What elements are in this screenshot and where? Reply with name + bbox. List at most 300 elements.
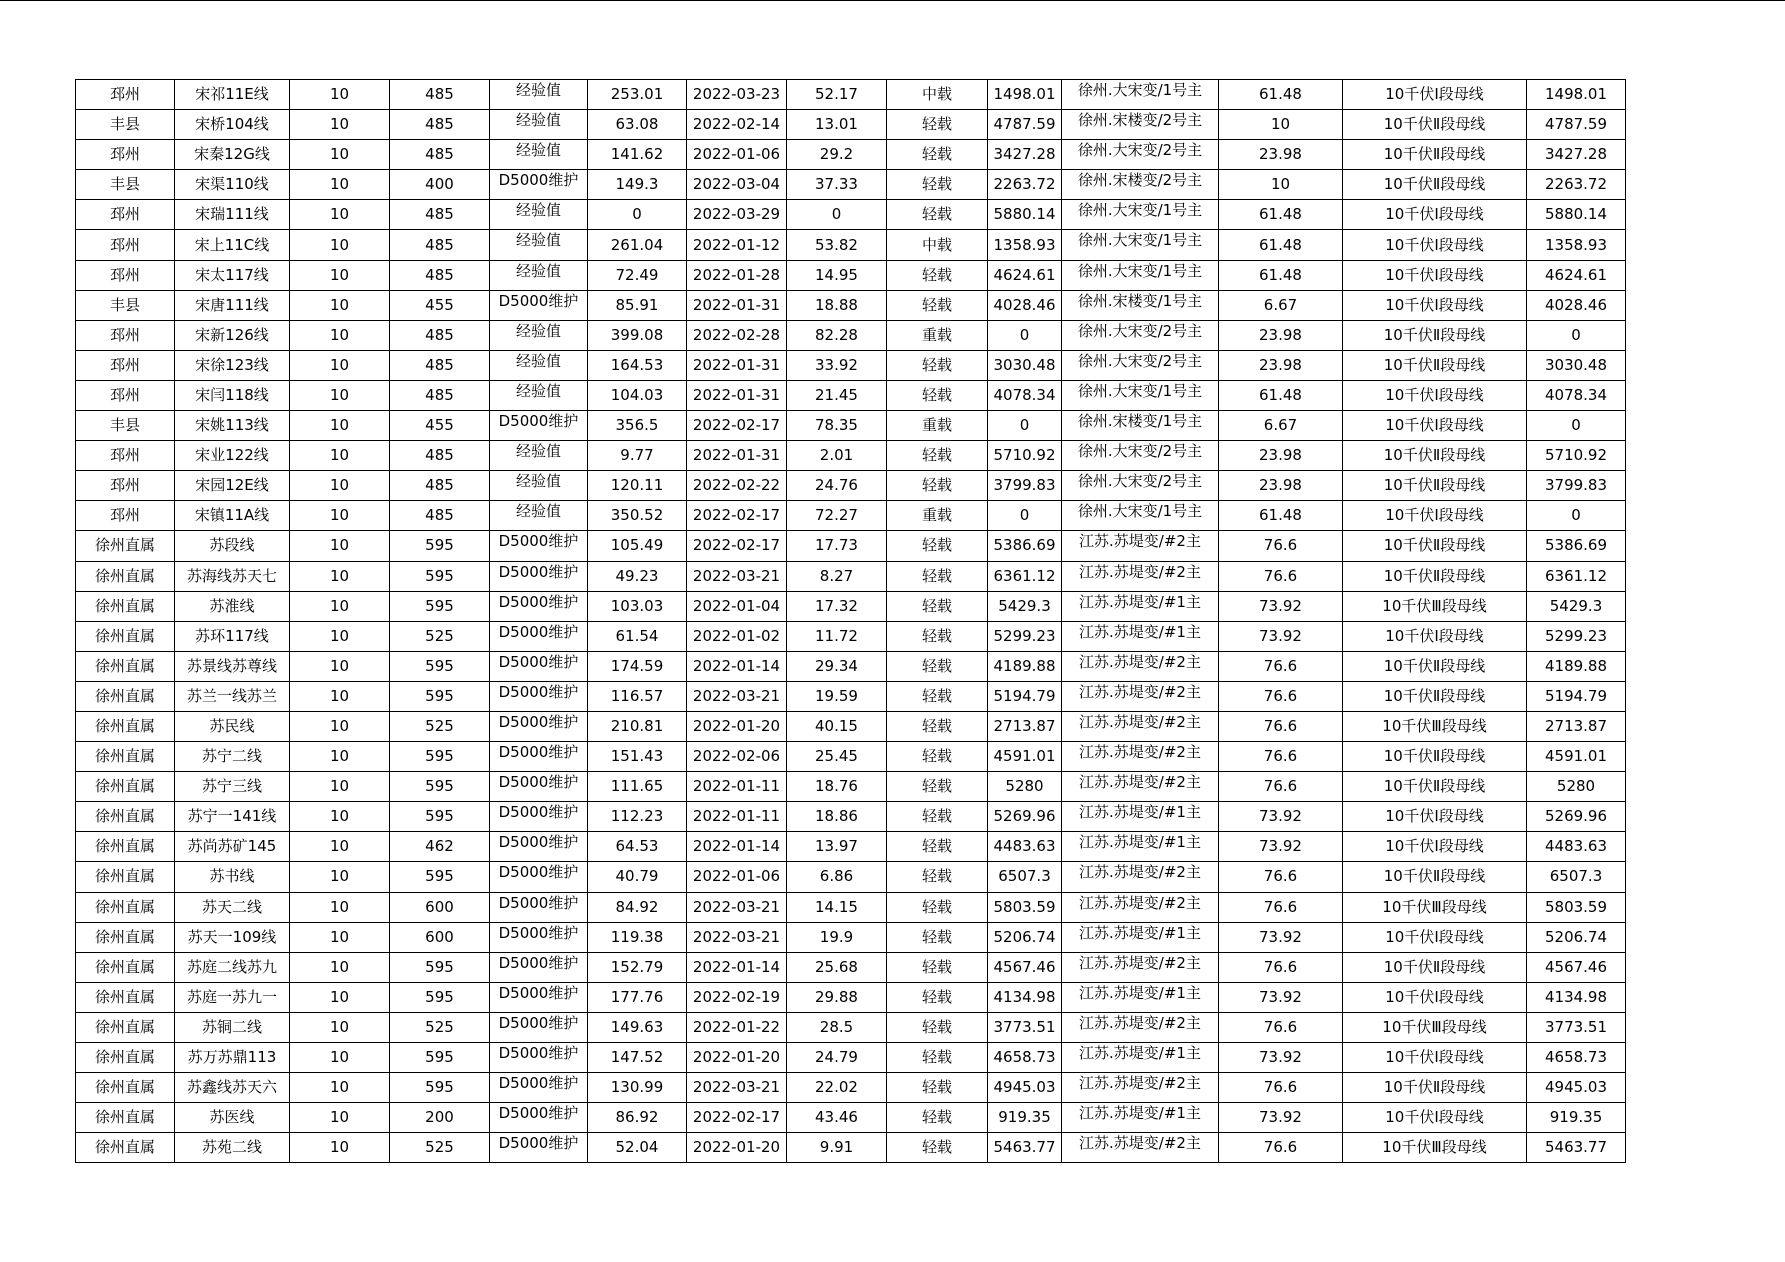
capacity-cell: 1498.01 <box>1527 80 1626 110</box>
current-cell: 9.77 <box>588 441 687 471</box>
load-rate-cell: 9.91 <box>787 1133 887 1163</box>
available-capacity-cell: 4189.88 <box>988 651 1062 681</box>
capacity-cell: 4658.73 <box>1527 1043 1626 1073</box>
load-rate-cell: 33.92 <box>787 350 887 380</box>
available-capacity-cell: 4787.59 <box>988 110 1062 140</box>
load-rate-cell: 25.68 <box>787 952 887 982</box>
available-capacity-cell: 4945.03 <box>988 1073 1062 1103</box>
transformer-load-cell: 76.6 <box>1219 892 1343 922</box>
transformer-load-cell: 76.6 <box>1219 742 1343 772</box>
capacity-cell: 919.35 <box>1527 1103 1626 1133</box>
busbar-cell: 10千伏Ⅱ段母线 <box>1343 471 1527 501</box>
current-cell: 72.49 <box>588 260 687 290</box>
rated-current-cell: 485 <box>390 350 490 380</box>
rated-current-cell: 595 <box>390 681 490 711</box>
transformer-load-cell: 73.92 <box>1219 982 1343 1012</box>
load-rate-cell: 19.9 <box>787 922 887 952</box>
line-name-cell: 苏天一109线 <box>175 922 290 952</box>
date-cell: 2022-01-20 <box>687 1043 787 1073</box>
capacity-cell: 3773.51 <box>1527 1012 1626 1042</box>
load-level-cell: 轻载 <box>887 350 988 380</box>
district-cell: 徐州直属 <box>76 681 175 711</box>
line-name-cell: 苏铜二线 <box>175 1012 290 1042</box>
transformer-cell: 江苏.苏堤变/#1主 <box>1062 621 1219 651</box>
table-row <box>76 1043 1626 1073</box>
line-name-cell: 宋渠110线 <box>175 170 290 200</box>
current-cell: 86.92 <box>588 1103 687 1133</box>
source-cell: D5000维护 <box>490 651 588 681</box>
table-row <box>76 380 1626 410</box>
district-cell: 徐州直属 <box>76 1043 175 1073</box>
district-cell: 邳州 <box>76 140 175 170</box>
voltage-cell: 10 <box>290 230 390 260</box>
capacity-cell: 5880.14 <box>1527 200 1626 230</box>
load-rate-cell: 25.45 <box>787 742 887 772</box>
rated-current-cell: 485 <box>390 200 490 230</box>
available-capacity-cell: 6361.12 <box>988 561 1062 591</box>
current-cell: 174.59 <box>588 651 687 681</box>
rated-current-cell: 595 <box>390 651 490 681</box>
current-cell: 52.04 <box>588 1133 687 1163</box>
line-name-cell: 宋秦12G线 <box>175 140 290 170</box>
table-row <box>76 1012 1626 1042</box>
transformer-load-cell: 23.98 <box>1219 471 1343 501</box>
source-cell: D5000维护 <box>490 531 588 561</box>
voltage-cell: 10 <box>290 501 390 531</box>
source-cell: D5000维护 <box>490 711 588 741</box>
capacity-cell: 3427.28 <box>1527 140 1626 170</box>
rated-current-cell: 525 <box>390 711 490 741</box>
date-cell: 2022-01-14 <box>687 651 787 681</box>
district-cell: 徐州直属 <box>76 711 175 741</box>
capacity-cell: 0 <box>1527 411 1626 441</box>
date-cell: 2022-02-17 <box>687 411 787 441</box>
current-cell: 104.03 <box>588 380 687 410</box>
load-rate-cell: 18.88 <box>787 290 887 320</box>
rated-current-cell: 595 <box>390 802 490 832</box>
busbar-cell: 10千伏Ⅰ段母线 <box>1343 80 1527 110</box>
line-name-cell: 苏宁一141线 <box>175 802 290 832</box>
current-cell: 116.57 <box>588 681 687 711</box>
voltage-cell: 10 <box>290 80 390 110</box>
load-rate-cell: 72.27 <box>787 501 887 531</box>
capacity-cell: 4189.88 <box>1527 651 1626 681</box>
source-cell: D5000维护 <box>490 1133 588 1163</box>
transformer-load-cell: 76.6 <box>1219 651 1343 681</box>
capacity-cell: 4483.63 <box>1527 832 1626 862</box>
load-rate-cell: 19.59 <box>787 681 887 711</box>
district-cell: 徐州直属 <box>76 1133 175 1163</box>
voltage-cell: 10 <box>290 380 390 410</box>
source-cell: 经验值 <box>490 320 588 350</box>
transformer-load-cell: 73.92 <box>1219 621 1343 651</box>
load-level-cell: 轻载 <box>887 380 988 410</box>
table-row <box>76 802 1626 832</box>
busbar-cell: 10千伏Ⅲ段母线 <box>1343 892 1527 922</box>
line-name-cell: 宋闫118线 <box>175 380 290 410</box>
line-name-cell: 宋镇11A线 <box>175 501 290 531</box>
capacity-cell: 5386.69 <box>1527 531 1626 561</box>
load-level-cell: 轻载 <box>887 952 988 982</box>
district-cell: 邳州 <box>76 320 175 350</box>
transformer-load-cell: 76.6 <box>1219 1073 1343 1103</box>
busbar-cell: 10千伏Ⅱ段母线 <box>1343 531 1527 561</box>
source-cell: 经验值 <box>490 230 588 260</box>
current-cell: 147.52 <box>588 1043 687 1073</box>
source-cell: D5000维护 <box>490 411 588 441</box>
transformer-cell: 江苏.苏堤变/#2主 <box>1062 742 1219 772</box>
line-name-cell: 苏苑二线 <box>175 1133 290 1163</box>
transformer-cell: 徐州.大宋变/2号主 <box>1062 350 1219 380</box>
current-cell: 40.79 <box>588 862 687 892</box>
source-cell: D5000维护 <box>490 922 588 952</box>
load-level-cell: 轻载 <box>887 1073 988 1103</box>
table-row <box>76 922 1626 952</box>
capacity-cell: 5280 <box>1527 772 1626 802</box>
capacity-cell: 2713.87 <box>1527 711 1626 741</box>
capacity-cell: 3030.48 <box>1527 350 1626 380</box>
transformer-cell: 江苏.苏堤变/#1主 <box>1062 922 1219 952</box>
current-cell: 399.08 <box>588 320 687 350</box>
district-cell: 丰县 <box>76 110 175 140</box>
load-level-cell: 轻载 <box>887 651 988 681</box>
table-body <box>76 80 1626 1163</box>
load-level-cell: 轻载 <box>887 832 988 862</box>
line-name-cell: 宋上11C线 <box>175 230 290 260</box>
transformer-load-cell: 76.6 <box>1219 681 1343 711</box>
current-cell: 151.43 <box>588 742 687 772</box>
date-cell: 2022-03-04 <box>687 170 787 200</box>
load-level-cell: 轻载 <box>887 982 988 1012</box>
transformer-cell: 江苏.苏堤变/#2主 <box>1062 1133 1219 1163</box>
district-cell: 徐州直属 <box>76 832 175 862</box>
transformer-cell: 徐州.大宋变/2号主 <box>1062 471 1219 501</box>
transformer-cell: 江苏.苏堤变/#2主 <box>1062 651 1219 681</box>
load-level-cell: 轻载 <box>887 1012 988 1042</box>
available-capacity-cell: 0 <box>988 320 1062 350</box>
source-cell: D5000维护 <box>490 802 588 832</box>
voltage-cell: 10 <box>290 711 390 741</box>
rated-current-cell: 485 <box>390 260 490 290</box>
table-row <box>76 832 1626 862</box>
busbar-cell: 10千伏Ⅰ段母线 <box>1343 230 1527 260</box>
table-row <box>76 591 1626 621</box>
table-row <box>76 711 1626 741</box>
load-level-cell: 轻载 <box>887 922 988 952</box>
capacity-cell: 1358.93 <box>1527 230 1626 260</box>
transformer-load-cell: 23.98 <box>1219 140 1343 170</box>
rated-current-cell: 595 <box>390 862 490 892</box>
line-name-cell: 苏宁二线 <box>175 742 290 772</box>
district-cell: 邳州 <box>76 350 175 380</box>
busbar-cell: 10千伏Ⅱ段母线 <box>1343 952 1527 982</box>
source-cell: D5000维护 <box>490 1043 588 1073</box>
current-cell: 105.49 <box>588 531 687 561</box>
rated-current-cell: 595 <box>390 952 490 982</box>
busbar-cell: 10千伏Ⅰ段母线 <box>1343 982 1527 1012</box>
source-cell: 经验值 <box>490 441 588 471</box>
current-cell: 49.23 <box>588 561 687 591</box>
load-rate-cell: 0 <box>787 200 887 230</box>
source-cell: 经验值 <box>490 501 588 531</box>
load-level-cell: 重载 <box>887 501 988 531</box>
current-cell: 350.52 <box>588 501 687 531</box>
available-capacity-cell: 0 <box>988 411 1062 441</box>
available-capacity-cell: 3427.28 <box>988 140 1062 170</box>
district-cell: 邳州 <box>76 441 175 471</box>
transformer-cell: 江苏.苏堤变/#2主 <box>1062 561 1219 591</box>
voltage-cell: 10 <box>290 1073 390 1103</box>
source-cell: D5000维护 <box>490 170 588 200</box>
busbar-cell: 10千伏Ⅰ段母线 <box>1343 1103 1527 1133</box>
current-cell: 356.5 <box>588 411 687 441</box>
load-rate-cell: 17.32 <box>787 591 887 621</box>
line-name-cell: 宋唐111线 <box>175 290 290 320</box>
table-row <box>76 170 1626 200</box>
transformer-cell: 江苏.苏堤变/#1主 <box>1062 832 1219 862</box>
table-row <box>76 350 1626 380</box>
voltage-cell: 10 <box>290 621 390 651</box>
line-name-cell: 苏医线 <box>175 1103 290 1133</box>
available-capacity-cell: 3799.83 <box>988 471 1062 501</box>
load-level-cell: 轻载 <box>887 742 988 772</box>
line-name-cell: 苏书线 <box>175 862 290 892</box>
available-capacity-cell: 5206.74 <box>988 922 1062 952</box>
load-level-cell: 轻载 <box>887 441 988 471</box>
transformer-load-cell: 61.48 <box>1219 200 1343 230</box>
date-cell: 2022-01-14 <box>687 832 787 862</box>
transformer-load-cell: 73.92 <box>1219 1043 1343 1073</box>
district-cell: 徐州直属 <box>76 591 175 621</box>
capacity-cell: 2263.72 <box>1527 170 1626 200</box>
date-cell: 2022-02-17 <box>687 501 787 531</box>
date-cell: 2022-03-21 <box>687 1073 787 1103</box>
date-cell: 2022-02-17 <box>687 1103 787 1133</box>
current-cell: 112.23 <box>588 802 687 832</box>
load-rate-cell: 43.46 <box>787 1103 887 1133</box>
table-row <box>76 742 1626 772</box>
rated-current-cell: 485 <box>390 380 490 410</box>
transformer-load-cell: 73.92 <box>1219 802 1343 832</box>
available-capacity-cell: 5299.23 <box>988 621 1062 651</box>
line-name-cell: 宋姚113线 <box>175 411 290 441</box>
voltage-cell: 10 <box>290 350 390 380</box>
transformer-cell: 江苏.苏堤变/#2主 <box>1062 681 1219 711</box>
load-level-cell: 中载 <box>887 80 988 110</box>
busbar-cell: 10千伏Ⅱ段母线 <box>1343 862 1527 892</box>
transformer-cell: 徐州.大宋变/1号主 <box>1062 380 1219 410</box>
district-cell: 丰县 <box>76 170 175 200</box>
load-level-cell: 中载 <box>887 230 988 260</box>
rated-current-cell: 485 <box>390 501 490 531</box>
voltage-cell: 10 <box>290 140 390 170</box>
date-cell: 2022-01-28 <box>687 260 787 290</box>
current-cell: 177.76 <box>588 982 687 1012</box>
source-cell: 经验值 <box>490 110 588 140</box>
rated-current-cell: 485 <box>390 110 490 140</box>
rated-current-cell: 485 <box>390 471 490 501</box>
available-capacity-cell: 5269.96 <box>988 802 1062 832</box>
table-row <box>76 80 1626 110</box>
current-cell: 111.65 <box>588 772 687 802</box>
capacity-cell: 3799.83 <box>1527 471 1626 501</box>
voltage-cell: 10 <box>290 772 390 802</box>
current-cell: 210.81 <box>588 711 687 741</box>
line-name-cell: 苏海线苏天七 <box>175 561 290 591</box>
voltage-cell: 10 <box>290 952 390 982</box>
transformer-load-cell: 23.98 <box>1219 350 1343 380</box>
busbar-cell: 10千伏Ⅱ段母线 <box>1343 320 1527 350</box>
voltage-cell: 10 <box>290 411 390 441</box>
transformer-load-cell: 61.48 <box>1219 80 1343 110</box>
district-cell: 邳州 <box>76 260 175 290</box>
rated-current-cell: 525 <box>390 621 490 651</box>
current-cell: 63.08 <box>588 110 687 140</box>
capacity-cell: 6361.12 <box>1527 561 1626 591</box>
voltage-cell: 10 <box>290 320 390 350</box>
source-cell: D5000维护 <box>490 832 588 862</box>
line-name-cell: 苏环117线 <box>175 621 290 651</box>
transformer-load-cell: 6.67 <box>1219 290 1343 320</box>
transformer-load-cell: 10 <box>1219 110 1343 140</box>
current-cell: 152.79 <box>588 952 687 982</box>
transformer-cell: 徐州.大宋变/2号主 <box>1062 320 1219 350</box>
line-name-cell: 宋园12E线 <box>175 471 290 501</box>
district-cell: 徐州直属 <box>76 561 175 591</box>
load-rate-cell: 13.97 <box>787 832 887 862</box>
load-rate-cell: 78.35 <box>787 411 887 441</box>
busbar-cell: 10千伏Ⅲ段母线 <box>1343 591 1527 621</box>
line-name-cell: 宋太117线 <box>175 260 290 290</box>
load-rate-cell: 22.02 <box>787 1073 887 1103</box>
transformer-load-cell: 10 <box>1219 170 1343 200</box>
available-capacity-cell: 4567.46 <box>988 952 1062 982</box>
load-rate-cell: 14.95 <box>787 260 887 290</box>
capacity-cell: 5429.3 <box>1527 591 1626 621</box>
load-rate-cell: 13.01 <box>787 110 887 140</box>
busbar-cell: 10千伏Ⅱ段母线 <box>1343 170 1527 200</box>
district-cell: 徐州直属 <box>76 802 175 832</box>
voltage-cell: 10 <box>290 1133 390 1163</box>
date-cell: 2022-03-21 <box>687 922 787 952</box>
available-capacity-cell: 4028.46 <box>988 290 1062 320</box>
transformer-load-cell: 61.48 <box>1219 380 1343 410</box>
district-cell: 丰县 <box>76 290 175 320</box>
rated-current-cell: 595 <box>390 742 490 772</box>
load-level-cell: 轻载 <box>887 531 988 561</box>
load-rate-cell: 29.34 <box>787 651 887 681</box>
load-level-cell: 轻载 <box>887 711 988 741</box>
district-cell: 徐州直属 <box>76 922 175 952</box>
date-cell: 2022-01-06 <box>687 862 787 892</box>
line-name-cell: 苏宁三线 <box>175 772 290 802</box>
busbar-cell: 10千伏Ⅰ段母线 <box>1343 922 1527 952</box>
transformer-cell: 江苏.苏堤变/#2主 <box>1062 711 1219 741</box>
transformer-cell: 徐州.大宋变/1号主 <box>1062 80 1219 110</box>
table-row <box>76 441 1626 471</box>
busbar-cell: 10千伏Ⅰ段母线 <box>1343 802 1527 832</box>
voltage-cell: 10 <box>290 982 390 1012</box>
transformer-load-cell: 6.67 <box>1219 411 1343 441</box>
table-row <box>76 862 1626 892</box>
capacity-cell: 6507.3 <box>1527 862 1626 892</box>
transformer-cell: 江苏.苏堤变/#2主 <box>1062 1012 1219 1042</box>
table-row <box>76 471 1626 501</box>
date-cell: 2022-02-19 <box>687 982 787 1012</box>
busbar-cell: 10千伏Ⅰ段母线 <box>1343 290 1527 320</box>
load-level-cell: 轻载 <box>887 471 988 501</box>
busbar-cell: 10千伏Ⅰ段母线 <box>1343 411 1527 441</box>
source-cell: 经验值 <box>490 140 588 170</box>
date-cell: 2022-01-04 <box>687 591 787 621</box>
transformer-load-cell: 73.92 <box>1219 1103 1343 1133</box>
feeder-load-table <box>75 79 1626 1163</box>
source-cell: 经验值 <box>490 350 588 380</box>
busbar-cell: 10千伏Ⅲ段母线 <box>1343 711 1527 741</box>
load-rate-cell: 14.15 <box>787 892 887 922</box>
district-cell: 徐州直属 <box>76 1073 175 1103</box>
district-cell: 丰县 <box>76 411 175 441</box>
load-level-cell: 轻载 <box>887 1103 988 1133</box>
busbar-cell: 10千伏Ⅱ段母线 <box>1343 681 1527 711</box>
load-level-cell: 轻载 <box>887 140 988 170</box>
available-capacity-cell: 5463.77 <box>988 1133 1062 1163</box>
line-name-cell: 苏庭一苏九一 <box>175 982 290 1012</box>
line-name-cell: 苏天二线 <box>175 892 290 922</box>
current-cell: 61.54 <box>588 621 687 651</box>
available-capacity-cell: 2263.72 <box>988 170 1062 200</box>
capacity-cell: 5803.59 <box>1527 892 1626 922</box>
line-name-cell: 苏尚苏矿145 <box>175 832 290 862</box>
rated-current-cell: 485 <box>390 441 490 471</box>
table-row <box>76 411 1626 441</box>
line-name-cell: 苏段线 <box>175 531 290 561</box>
busbar-cell: 10千伏Ⅱ段母线 <box>1343 441 1527 471</box>
rated-current-cell: 595 <box>390 561 490 591</box>
current-cell: 261.04 <box>588 230 687 260</box>
table-row <box>76 772 1626 802</box>
load-rate-cell: 24.76 <box>787 471 887 501</box>
voltage-cell: 10 <box>290 591 390 621</box>
current-cell: 85.91 <box>588 290 687 320</box>
line-name-cell: 苏庭二线苏九 <box>175 952 290 982</box>
date-cell: 2022-01-06 <box>687 140 787 170</box>
transformer-cell: 江苏.苏堤变/#2主 <box>1062 1073 1219 1103</box>
table-row <box>76 531 1626 561</box>
date-cell: 2022-01-20 <box>687 711 787 741</box>
available-capacity-cell: 6507.3 <box>988 862 1062 892</box>
busbar-cell: 10千伏Ⅱ段母线 <box>1343 561 1527 591</box>
transformer-load-cell: 76.6 <box>1219 1012 1343 1042</box>
rated-current-cell: 455 <box>390 290 490 320</box>
load-level-cell: 轻载 <box>887 1043 988 1073</box>
available-capacity-cell: 4078.34 <box>988 380 1062 410</box>
table-row <box>76 501 1626 531</box>
transformer-load-cell: 76.6 <box>1219 1133 1343 1163</box>
voltage-cell: 10 <box>290 561 390 591</box>
load-rate-cell: 82.28 <box>787 320 887 350</box>
load-rate-cell: 52.17 <box>787 80 887 110</box>
date-cell: 2022-02-14 <box>687 110 787 140</box>
load-rate-cell: 8.27 <box>787 561 887 591</box>
transformer-load-cell: 73.92 <box>1219 922 1343 952</box>
rated-current-cell: 595 <box>390 531 490 561</box>
date-cell: 2022-03-23 <box>687 80 787 110</box>
district-cell: 徐州直属 <box>76 651 175 681</box>
transformer-load-cell: 76.6 <box>1219 561 1343 591</box>
busbar-cell: 10千伏Ⅱ段母线 <box>1343 742 1527 772</box>
date-cell: 2022-01-31 <box>687 290 787 320</box>
